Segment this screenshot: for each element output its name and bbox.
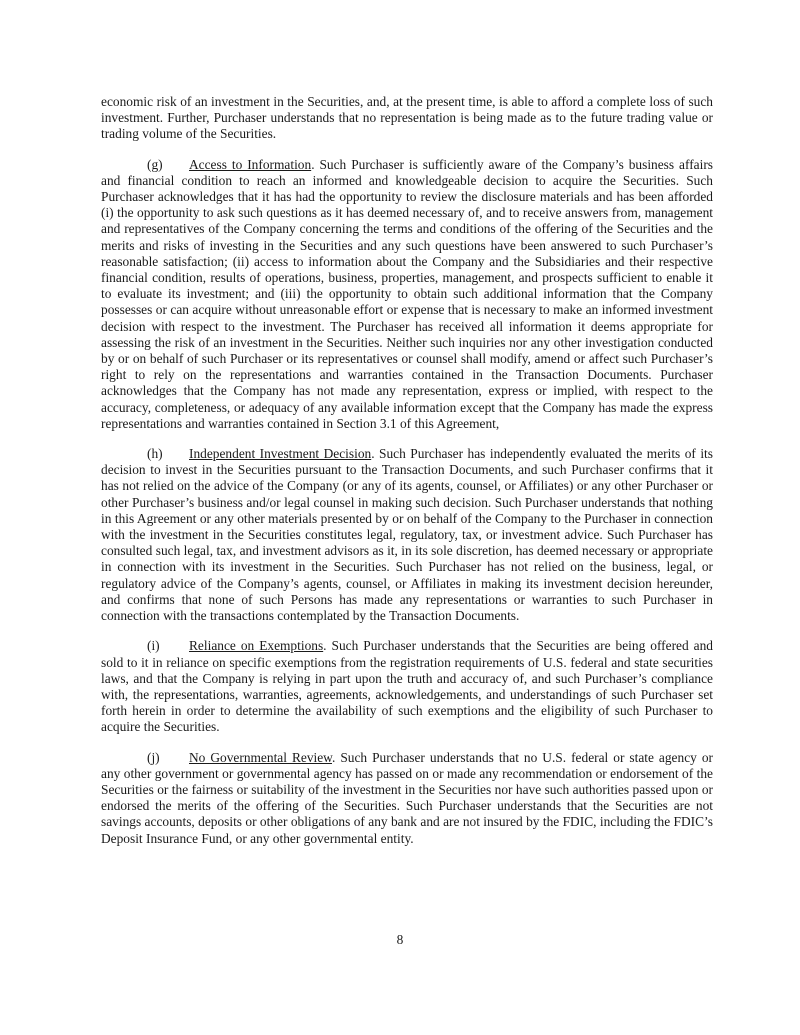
section-i-title: Reliance on Exemptions (189, 638, 324, 654)
page-number: 8 (396, 932, 404, 947)
section-i-number: (i) (147, 638, 160, 654)
section-i-paragraph (101, 638, 713, 735)
section-h-number: (h) (147, 446, 163, 462)
section-j-number: (j) (147, 749, 160, 765)
intro-paragraph: economic risk of an investment in the Securities, and, at the present time, is able to afford a complete loss of such investment. Further, Purchaser understands that no representation is being made as to the future trading value or trading volume of the Securities. (101, 94, 713, 142)
section-g-body: . Such Purchaser is sufficiently aware of the Company’s business affairs and financial condition to reach an informed and knowledgeable decision to acquire the Securities. Such Purchaser acknowledges that it has had the opportunity to review the disclosure materials and has been afforded (i) the opportunity to ask such questions as it has deemed necessary of, and to receive answers from, management and representatives of the Company concerning the terms and conditions of the offering of the Securities and the merits and risks of investing in the Securities and any such questions have been answered to such Purchaser’s reasonable satisfaction; (ii) access to information about the Company and the Subsidiaries and their respective financial condition, results of operations, business, properties, management, and prospects sufficient to enable it to evaluate its investment; and (iii) the opportunity to obtain such additional information that the Company possesses or can acquire without unreasonable effort or expense that is necessary to make an informed investment decision with respect to the investment. The Purchaser has received all information it deems appropriate for assessing the risk of an investment in the Securities. Neither such inquiries nor any other investigation conducted by or on behalf of such Purchaser or its representatives or counsel shall modify, amend or affect such Purchaser’s right to rely on the representations and warranties contained in the Transaction Documents. Purchaser acknowledges that the Company has not made any representation, express or implied, with respect to the accuracy, completeness, or adequacy of any available information except that the Company has made the express representations and warranties contained in Section 3.1 of this Agreement, (101, 156, 714, 431)
section-j-title: No Governmental Review (189, 749, 332, 765)
section-j-body: . Such Purchaser understands that no U.S. federal or state agency or any other government or governmental agency has passed on or made any recommendation or endorsement of the Securities or the fairness or suitability of the investment in the Securities nor have such authorities passed upon or endorsed the merits of the offering of the Securities. Such Purchaser understands that the Securities are not savings accounts, deposits or other obligations of any bank and are not insured by the FDIC, including the FDIC’s Deposit Insurance Fund, or any other governmental entity. (101, 749, 713, 846)
section-g-number: (g) (147, 156, 163, 172)
document-page (101, 94, 713, 861)
section-i-body: . Such Purchaser understands that the Securities are being offered and sold to it in reliance on specific exemptions from the registration requirements of U.S. federal and state securities laws, and that the Company is relying in part upon the truth and accuracy of, and such Purchaser’s compliance with, the representations, warranties, agreements, acknowledgements, and understandings of such Purchaser set forth herein in order to determine the availability of such exemptions and the eligibility of such Purchaser to acquire the Securities. (101, 638, 713, 735)
section-h-title: Independent Investment Decision (189, 446, 372, 462)
section-g-title: Access to Information (189, 156, 312, 172)
section-g-paragraph (101, 157, 713, 432)
section-j-paragraph (101, 750, 713, 847)
section-h-paragraph (101, 446, 713, 624)
section-h-body: . Such Purchaser has independently evaluated the merits of its decision to invest in the Securities pursuant to the Transaction Documents, and such Purchaser confirms that it has not relied on the advice of the Company (or any of its agents, counsel, or Affiliates) or any other Purchaser or other Purchaser’s business and/or legal counsel in making such decision. Such Purchaser understands that nothing in this Agreement or any other materials presented by or on behalf of the Company to the Purchaser in connection with the investment in the Securities constitutes legal, regulatory, tax, or investment advice. Such Purchaser has consulted such legal, tax, and investment advisors as it, in its sole discretion, has deemed necessary or appropriate in connection with its investment in the Securities. Such Purchaser has not relied on the business, legal, or regulatory advice of the Company’s agents, counsel, or Affiliates in making its investment decision hereunder, and confirms that none of such Persons has made any representations or warranties to such Purchaser in connection with the transactions contemplated by the Transaction Documents. (101, 446, 713, 624)
